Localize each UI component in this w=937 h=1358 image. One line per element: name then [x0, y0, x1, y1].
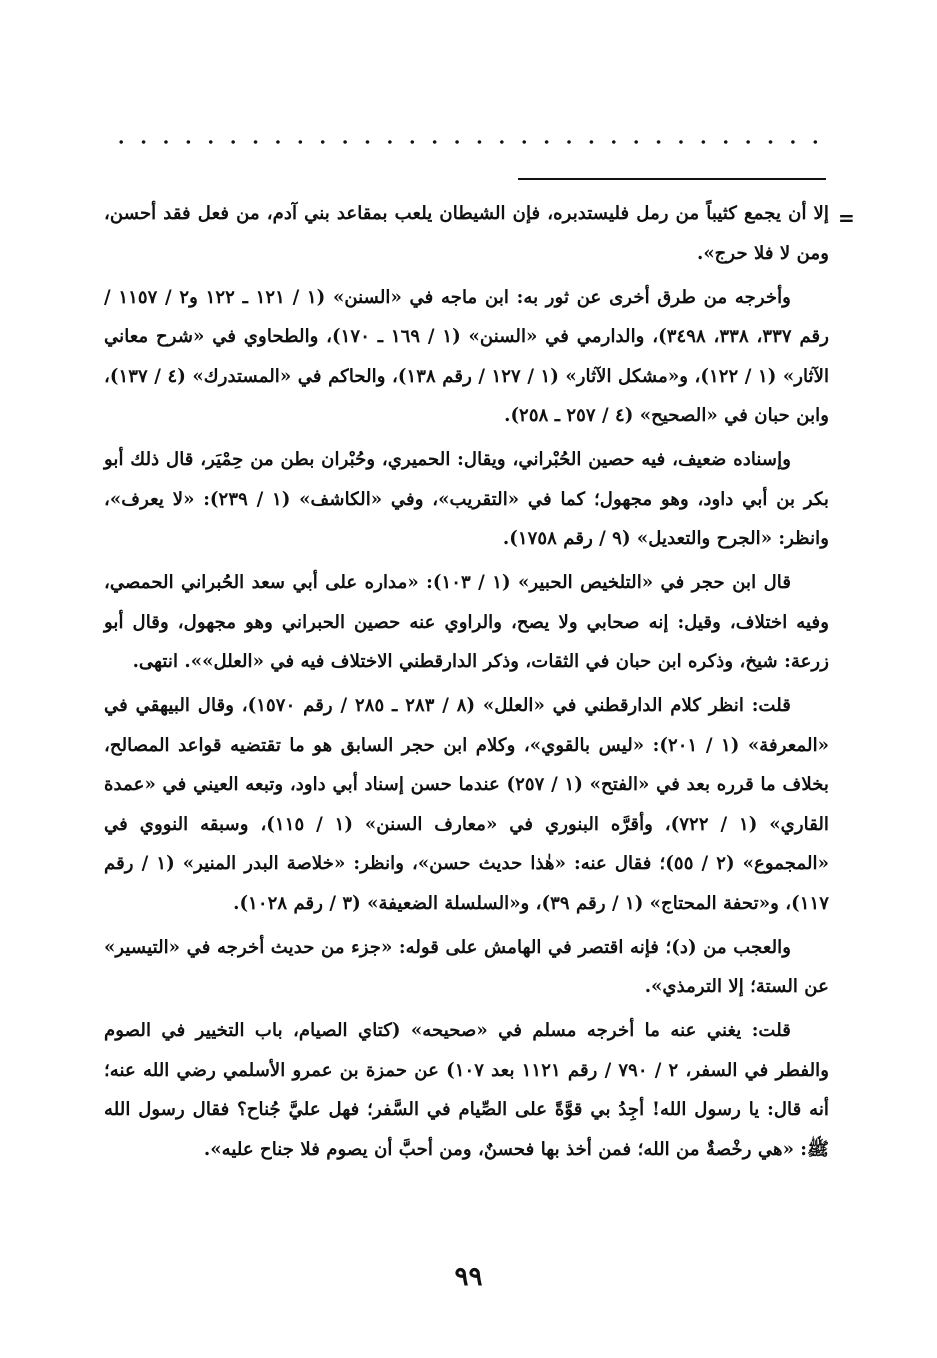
paragraph: قال ابن حجر في «التلخيص الحبير» (١ / ١٠٣): «مداره على أبي سعد الحُبراني الحمصي، وفيه اختلاف، وقيل: إنه صحابي ولا يصح، والراوي عنه حصين الحبراني وهو مجهول، وقال أبو زرعة: شيخ، وذكره ابن حبان في الثقات، وذكر الدارقطني الاختلاف فيه في «العلل»». انتهى. — [104, 572, 829, 672]
footnote-rule — [518, 178, 826, 180]
paragraph: وأخرجه من طرق أخرى عن ثور به: ابن ماجه في «السنن» (١ / ١٢١ ـ ١٢٢ و٢ / ١١٥٧ / رقم ٣٣٧، ٣٣٨، ٣٤٩٨)، والدارمي في «السنن» (١ / ١٦٩ ـ ١٧٠)، والطحاوي في «شرح معاني الآثار» (١ / ١٢٢)، و«مشكل الآثار» (١ / ١٢٧ / رقم ١٣٨)، والحاكم في «المستدرك» (٤ / ١٣٧)، وابن حبان في «الصحيح» (٤ / ٢٥٧ ـ ٢٥٨). — [104, 286, 830, 426]
paragraph: قلت: يغني عنه ما أخرجه مسلم في «صحيحه» (كتاي الصيام، باب التخيير في الصوم والفطر في السفر، ٢ / ٧٩٠ / رقم ١١٢١ بعد ١٠٧) عن حمزة بن عمرو الأسلمي رضي الله عنه؛ أنه قال: يا رسول الله! أجِدُ بي قوَّةً على الصِّيام في السَّفر؛ فهل عليَّ جُناح؟ فقال رسول الله ﷺ: «هي رخْصةٌ من الله؛ فمن أخذ بها فحسنٌ، ومن أحبَّ أن يصوم فلا جناح عليه». — [104, 1020, 830, 1160]
paragraph-continuation: إلا أن يجمع كثيباً من رمل فليستدبره، فإن الشيطان يلعب بمقاعد بني آدم، من فعل فقد أحسن، ومن لا فلا حرج». — [104, 203, 829, 264]
paragraph: وإسناده ضعيف، فيه حصين الحُبْراني، ويقال: الحميري، وحُبْران بطن من حِمْيَر، قال ذلك أبو بكر بن أبي داود، وهو مجهول؛ كما في «التقريب»، وفي «الكاشف» (١ / ٢٣٩): «لا يعرف»، وانظر: «الجرح والتعديل» (٩ / رقم ١٧٥٨). — [104, 449, 829, 549]
paragraph: قلت: انظر كلام الدارقطني في «العلل» (٨ / ٢٨٣ ـ ٢٨٥ / رقم ١٥٧٠)، وقال البيهقي في «المعرفة» (١ / ٢٠١): «ليس بالقوي»، وكلام ابن حجر السابق هو ما تقتضيه قواعد المصالح، بخلاف ما قرره بعد في «الفتح» (١ / ٢٥٧) عندما حسن إسناد أبي داود، وتبعه العيني في «عمدة القاري» (١ / ٧٢٢)، وأقرَّه البنوري في «معارف السنن» (١ / ١١٥)، وسبقه النووي في «المجموع» (٢ / ٥٥)؛ فقال عنه: «هٰذا حديث حسن»، وانظر: «خلاصة البدر المنير» (١ / رقم ١١٧)، و«تحفة المحتاج» (١ / رقم ٣٩)، و«السلسلة الضعيفة» (٣ / رقم ١٠٢٨). — [104, 695, 829, 914]
footnote-continuation-marker: = — [838, 206, 855, 230]
dotted-separator — [110, 138, 826, 146]
paragraph: والعجب من (د)؛ فإنه اقتصر في الهامش على قوله: «جزء من حديث أخرجه في «التيسير» عن الستة؛ إلا الترمذي». — [104, 936, 829, 997]
page-number: ٩٩ — [454, 1262, 483, 1292]
footnote-text — [104, 194, 829, 1174]
